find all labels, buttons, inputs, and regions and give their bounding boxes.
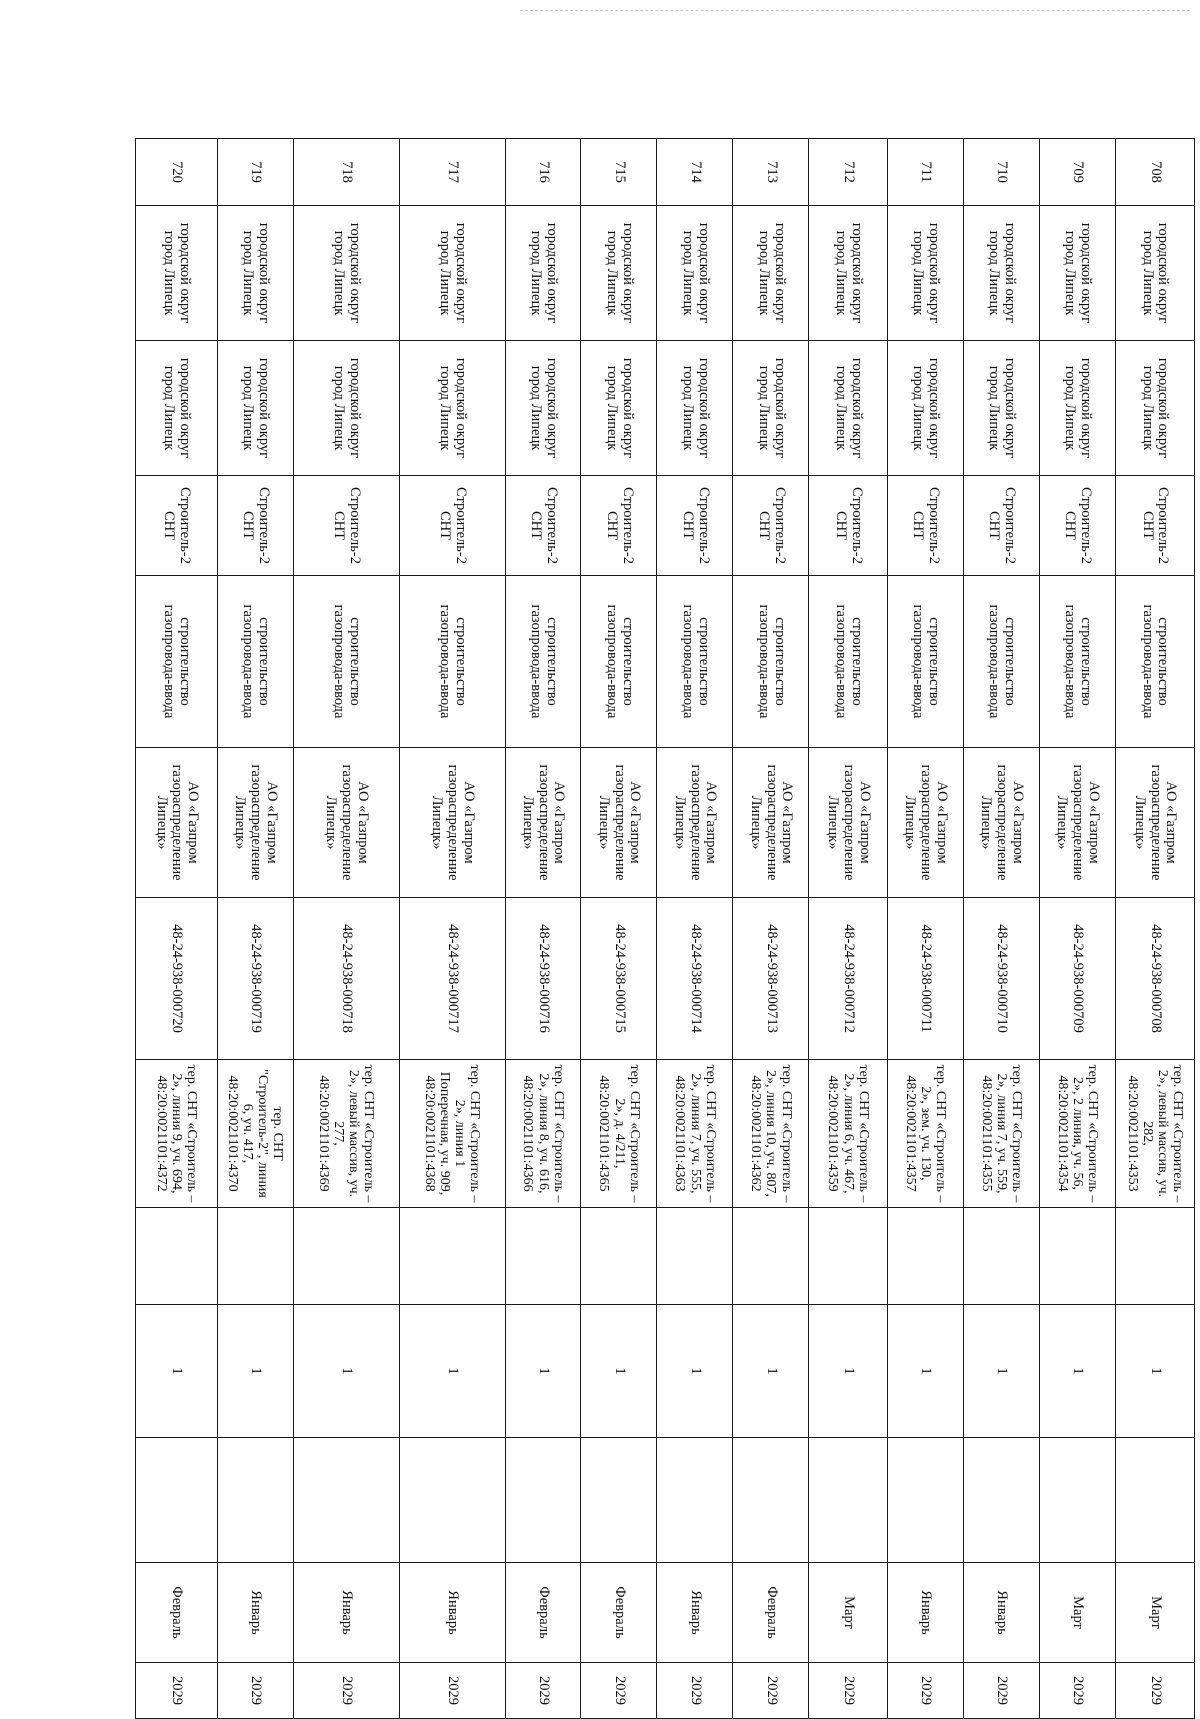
year-cell: 2029: [293, 1663, 399, 1719]
table-row: [809, 139, 887, 1719]
quantity-cell: 1: [399, 1305, 505, 1438]
work-type-cell: строительство газопровода-ввода: [581, 576, 657, 748]
municipal-district-cell: городской округ город Липецк: [657, 206, 733, 341]
address-cell: тер. СНТ «Строитель – 2», линия 7, уч. 559, 48:20:0021101:4355: [963, 1060, 1039, 1208]
object-id-cell: 48-24-938-000719: [217, 898, 293, 1060]
month-cell: Февраль: [581, 1563, 657, 1663]
address-cell: тер. СНТ «Строитель – 2», левый массив, уч. 282, 48:20:0021101:4353: [1115, 1060, 1194, 1208]
municipal-district-cell: городской округ город Липецк: [293, 206, 399, 341]
locality-cell: Строитель-2 СНТ: [1115, 476, 1194, 576]
municipal-district-cell: городской округ город Липецк: [136, 206, 218, 341]
year-cell: 2029: [887, 1663, 963, 1719]
settlement-cell: городской округ город Липецк: [887, 341, 963, 476]
locality-cell: Строитель-2 СНТ: [399, 476, 505, 576]
quantity-cell: 1: [217, 1305, 293, 1438]
quantity-cell: 1: [887, 1305, 963, 1438]
organization-cell: АО «Газпром газораспределение Липецк»: [887, 748, 963, 898]
row-number-cell: 717: [399, 139, 505, 206]
quantity-cell: 1: [963, 1305, 1039, 1438]
month-cell: Март: [1039, 1563, 1115, 1663]
empty-cell: [809, 1438, 887, 1563]
organization-cell: АО «Газпром газораспределение Липецк»: [399, 748, 505, 898]
month-cell: Февраль: [733, 1563, 809, 1663]
table-row: [963, 139, 1039, 1719]
row-number-cell: 718: [293, 139, 399, 206]
locality-cell: Строитель-2 СНТ: [581, 476, 657, 576]
object-id-cell: 48-24-938-000711: [887, 898, 963, 1060]
locality-cell: Строитель-2 СНТ: [1039, 476, 1115, 576]
address-cell: тер. СНТ «Строитель – 2», линия 9, уч. 694, 48:20:0021101:4372: [136, 1060, 218, 1208]
object-id-cell: 48-24-938-000720: [136, 898, 218, 1060]
work-type-cell: строительство газопровода-ввода: [505, 576, 581, 748]
municipal-district-cell: городской округ город Липецк: [581, 206, 657, 341]
quantity-cell: 1: [1115, 1305, 1194, 1438]
empty-cell: [399, 1208, 505, 1305]
table-row: [1115, 139, 1194, 1719]
locality-cell: Строитель-2 СНТ: [887, 476, 963, 576]
row-number-cell: 714: [657, 139, 733, 206]
quantity-cell: 1: [136, 1305, 218, 1438]
row-number-cell: 710: [963, 139, 1039, 206]
quantity-cell: 1: [733, 1305, 809, 1438]
locality-cell: Строитель-2 СНТ: [217, 476, 293, 576]
empty-cell: [136, 1438, 218, 1563]
row-number-cell: 719: [217, 139, 293, 206]
empty-cell: [733, 1208, 809, 1305]
quantity-cell: 1: [505, 1305, 581, 1438]
object-id-cell: 48-24-938-000712: [809, 898, 887, 1060]
row-number-cell: 712: [809, 139, 887, 206]
address-cell: тер. СНТ «Строитель – 2», 2 линия, уч. 56, 48:20:0021101:4354: [1039, 1060, 1115, 1208]
locality-cell: Строитель-2 СНТ: [136, 476, 218, 576]
quantity-cell: 1: [657, 1305, 733, 1438]
settlement-cell: городской округ город Липецк: [581, 341, 657, 476]
organization-cell: АО «Газпром газораспределение Липецк»: [733, 748, 809, 898]
organization-cell: АО «Газпром газораспределение Липецк»: [505, 748, 581, 898]
organization-cell: АО «Газпром газораспределение Липецк»: [1115, 748, 1194, 898]
work-type-cell: строительство газопровода-ввода: [963, 576, 1039, 748]
locality-cell: Строитель-2 СНТ: [293, 476, 399, 576]
municipal-district-cell: городской округ город Липецк: [887, 206, 963, 341]
organization-cell: АО «Газпром газораспределение Липецк»: [217, 748, 293, 898]
year-cell: 2029: [581, 1663, 657, 1719]
empty-cell: [293, 1208, 399, 1305]
settlement-cell: городской округ город Липецк: [1115, 341, 1194, 476]
empty-cell: [1039, 1438, 1115, 1563]
locality-cell: Строитель-2 СНТ: [809, 476, 887, 576]
settlement-cell: городской округ город Липецк: [505, 341, 581, 476]
organization-cell: АО «Газпром газораспределение Липецк»: [293, 748, 399, 898]
work-type-cell: строительство газопровода-ввода: [809, 576, 887, 748]
month-cell: Февраль: [505, 1563, 581, 1663]
object-id-cell: 48-24-938-000710: [963, 898, 1039, 1060]
locality-cell: Строитель-2 СНТ: [963, 476, 1039, 576]
organization-cell: АО «Газпром газораспределение Липецк»: [581, 748, 657, 898]
address-cell: тер. СНТ «Строитель – 2», зем. уч. 130, 48:20:0021101:4357: [887, 1060, 963, 1208]
empty-cell: [809, 1208, 887, 1305]
settlement-cell: городской округ город Липецк: [1039, 341, 1115, 476]
month-cell: Январь: [963, 1563, 1039, 1663]
empty-cell: [293, 1438, 399, 1563]
empty-cell: [136, 1208, 218, 1305]
quantity-cell: 1: [293, 1305, 399, 1438]
row-number-cell: 716: [505, 139, 581, 206]
locality-cell: Строитель-2 СНТ: [505, 476, 581, 576]
month-cell: Март: [809, 1563, 887, 1663]
year-cell: 2029: [1039, 1663, 1115, 1719]
settlement-cell: городской округ город Липецк: [136, 341, 218, 476]
address-cell: тер. СНТ «Строитель – 2», левый массив, уч. 277, 48:20:0021101:4369: [293, 1060, 399, 1208]
quantity-cell: 1: [1039, 1305, 1115, 1438]
locality-cell: Строитель-2 СНТ: [733, 476, 809, 576]
address-cell: тер. СНТ «Строитель – 2», линия 7, уч. 555, 48:20:0021101:4363: [657, 1060, 733, 1208]
month-cell: Январь: [217, 1563, 293, 1663]
organization-cell: АО «Газпром газораспределение Липецк»: [963, 748, 1039, 898]
month-cell: Январь: [399, 1563, 505, 1663]
year-cell: 2029: [809, 1663, 887, 1719]
year-cell: 2029: [657, 1663, 733, 1719]
municipal-district-cell: городской округ город Липецк: [505, 206, 581, 341]
organization-cell: АО «Газпром газораспределение Липецк»: [657, 748, 733, 898]
empty-cell: [963, 1208, 1039, 1305]
organization-cell: АО «Газпром газораспределение Липецк»: [809, 748, 887, 898]
row-number-cell: 713: [733, 139, 809, 206]
table-row: [581, 139, 657, 1719]
municipal-district-cell: городской округ город Липецк: [963, 206, 1039, 341]
empty-cell: [887, 1208, 963, 1305]
empty-cell: [217, 1438, 293, 1563]
settlement-cell: городской округ город Липецк: [293, 341, 399, 476]
address-cell: тер. СНТ «Строитель – 2», линия 6, уч. 467, 48:20:0021101:4359: [809, 1060, 887, 1208]
address-cell: тер. СНТ "Строитель-2", линия 6, уч. 417, 48:20:0021101:4370: [217, 1060, 293, 1208]
empty-cell: [963, 1438, 1039, 1563]
object-id-cell: 48-24-938-000717: [399, 898, 505, 1060]
municipal-district-cell: городской округ город Липецк: [733, 206, 809, 341]
work-type-cell: строительство газопровода-ввода: [399, 576, 505, 748]
municipal-district-cell: городской округ город Липецк: [809, 206, 887, 341]
locality-cell: Строитель-2 СНТ: [657, 476, 733, 576]
table-row: [217, 139, 293, 1719]
settlement-cell: городской округ город Липецк: [809, 341, 887, 476]
page-top-rule: [520, 10, 1190, 11]
work-type-cell: строительство газопровода-ввода: [136, 576, 218, 748]
object-id-cell: 48-24-938-000708: [1115, 898, 1194, 1060]
object-id-cell: 48-24-938-000715: [581, 898, 657, 1060]
municipal-district-cell: городской округ город Липецк: [399, 206, 505, 341]
table-row: [399, 139, 505, 1719]
empty-cell: [657, 1208, 733, 1305]
settlement-cell: городской округ город Липецк: [963, 341, 1039, 476]
work-type-cell: строительство газопровода-ввода: [887, 576, 963, 748]
rotated-page-content: [135, 138, 1195, 1718]
year-cell: 2029: [217, 1663, 293, 1719]
work-type-cell: строительство газопровода-ввода: [217, 576, 293, 748]
empty-cell: [399, 1438, 505, 1563]
organization-cell: АО «Газпром газораспределение Липецк»: [1039, 748, 1115, 898]
month-cell: Январь: [887, 1563, 963, 1663]
address-cell: тер. СНТ «Строитель – 2», линия 1 Поперечная, уч. 909, 48:20:0021101:4368: [399, 1060, 505, 1208]
work-type-cell: строительство газопровода-ввода: [1039, 576, 1115, 748]
address-cell: тер. СНТ «Строитель – 2», д. 4/211, 48:20:0021101:4365: [581, 1060, 657, 1208]
empty-cell: [581, 1438, 657, 1563]
row-number-cell: 720: [136, 139, 218, 206]
row-number-cell: 708: [1115, 139, 1194, 206]
empty-cell: [733, 1438, 809, 1563]
municipal-district-cell: городской округ город Липецк: [217, 206, 293, 341]
table-row: [136, 139, 218, 1719]
empty-cell: [581, 1208, 657, 1305]
year-cell: 2029: [1115, 1663, 1194, 1719]
row-number-cell: 715: [581, 139, 657, 206]
empty-cell: [505, 1438, 581, 1563]
object-id-cell: 48-24-938-000714: [657, 898, 733, 1060]
year-cell: 2029: [399, 1663, 505, 1719]
empty-cell: [887, 1438, 963, 1563]
month-cell: Март: [1115, 1563, 1194, 1663]
table-row: [733, 139, 809, 1719]
year-cell: 2029: [505, 1663, 581, 1719]
object-id-cell: 48-24-938-000713: [733, 898, 809, 1060]
quantity-cell: 1: [581, 1305, 657, 1438]
empty-cell: [1115, 1438, 1194, 1563]
month-cell: Февраль: [136, 1563, 218, 1663]
month-cell: Январь: [657, 1563, 733, 1663]
year-cell: 2029: [733, 1663, 809, 1719]
table-row: [505, 139, 581, 1719]
address-cell: тер. СНТ «Строитель – 2», линия 10, уч. 807, 48:20:0021101:4362: [733, 1060, 809, 1208]
table-row: [887, 139, 963, 1719]
object-id-cell: 48-24-938-000718: [293, 898, 399, 1060]
year-cell: 2029: [963, 1663, 1039, 1719]
empty-cell: [505, 1208, 581, 1305]
municipal-district-cell: городской округ город Липецк: [1115, 206, 1194, 341]
year-cell: 2029: [136, 1663, 218, 1719]
table-row: [657, 139, 733, 1719]
quantity-cell: 1: [809, 1305, 887, 1438]
work-type-cell: строительство газопровода-ввода: [293, 576, 399, 748]
empty-cell: [657, 1438, 733, 1563]
gasification-schedule-table: [135, 138, 1195, 1719]
organization-cell: АО «Газпром газораспределение Липецк»: [136, 748, 218, 898]
settlement-cell: городской округ город Липецк: [657, 341, 733, 476]
municipal-district-cell: городской округ город Липецк: [1039, 206, 1115, 341]
object-id-cell: 48-24-938-000709: [1039, 898, 1115, 1060]
table-row: [1039, 139, 1115, 1719]
settlement-cell: городской округ город Липецк: [399, 341, 505, 476]
settlement-cell: городской округ город Липецк: [733, 341, 809, 476]
row-number-cell: 709: [1039, 139, 1115, 206]
row-number-cell: 711: [887, 139, 963, 206]
work-type-cell: строительство газопровода-ввода: [733, 576, 809, 748]
empty-cell: [1039, 1208, 1115, 1305]
object-id-cell: 48-24-938-000716: [505, 898, 581, 1060]
table-row: [293, 139, 399, 1719]
address-cell: тер. СНТ «Строитель – 2», линия 8, уч. 616, 48:20:0021101:4366: [505, 1060, 581, 1208]
work-type-cell: строительство газопровода-ввода: [1115, 576, 1194, 748]
month-cell: Январь: [293, 1563, 399, 1663]
settlement-cell: городской округ город Липецк: [217, 341, 293, 476]
empty-cell: [1115, 1208, 1194, 1305]
empty-cell: [217, 1208, 293, 1305]
work-type-cell: строительство газопровода-ввода: [657, 576, 733, 748]
